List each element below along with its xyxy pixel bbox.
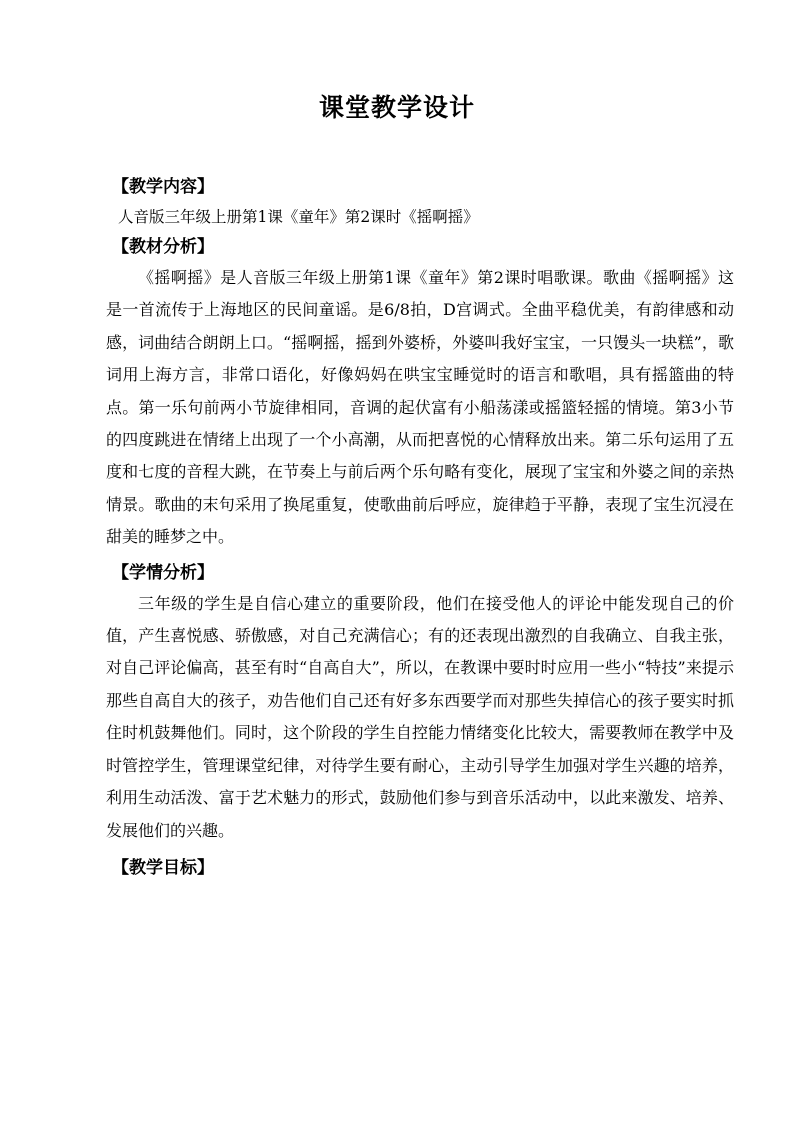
section-heading-student-analysis: 【学情分析】 [112, 562, 214, 583]
section-heading-teaching-goals: 【教学目标】 [112, 857, 214, 878]
section-heading-material-analysis: 【教材分析】 [112, 237, 214, 257]
document-body [106, 172, 734, 883]
document-title: 课堂教学设计 [318, 93, 475, 122]
material-analysis-paragraph: 《摇啊摇》是人音版三年级上册第1课《童年》第2课时唱歌课。歌曲《摇啊摇》这是一首流传于上海地区的民间童谣。是6/8拍，D宫调式。全曲平稳优美，有韵律感和动感，词曲结合朗朗上口。“摇啊摇，摇到外婆桥，外婆叫我好宝宝，一只馒头一块糕”，歌词用上海方言，非常口语化，好像妈妈在哄宝宝睡觉时的语言和歌唱，具有摇篮曲的特点。第一乐句前两小节旋律相同，音调的起伏富有小船荡漾或摇篮轻摇的情境。第3小节的四度跳进在情绪上出现了一个小高潮，从而把喜悦的心情释放出来。第二乐句运用了五度和七度的音程大跳，在节奏上与前后两个乐句略有变化，展现了宝宝和外婆之间的亲热情景。歌曲的末句采用了换尾重复，使歌曲前后呼应，旋律趋于平静，表现了宝生沉浸在甜美的睡梦之中。 [106, 268, 734, 547]
teaching-content-text: 人音版三年级上册第1课《童年》第2课时《摇啊摇》 [118, 208, 479, 226]
student-analysis-paragraph: 三年级的学生是自信心建立的重要阶段，他们在接受他人的评论中能发现自己的价值，产生喜悦感、骄傲感，对自己充满信心；有的还表现出激烈的自我确立、自我主张，对自己评论偏高，甚至有时“自高自大”，所以，在教课中要时时应用一些小“特技”来提示那些自高自大的孩子，劝告他们自己还有好多东西要学而对那些失掉信心的孩子要实时抓住时机鼓舞他们。同时，这个阶段的学生自控能力情绪变化比较大，需要教师在教学中及时管控学生，管理课堂纪律，对待学生要有耐心，主动引导学生加强对学生兴趣的培养，利用生动活泼、富于艺术魅力的形式，鼓励他们参与到音乐活动中，以此来激发、培养、发展他们的兴趣。 [106, 593, 734, 840]
section-heading-teaching-content: 【教学内容】 [112, 177, 214, 197]
